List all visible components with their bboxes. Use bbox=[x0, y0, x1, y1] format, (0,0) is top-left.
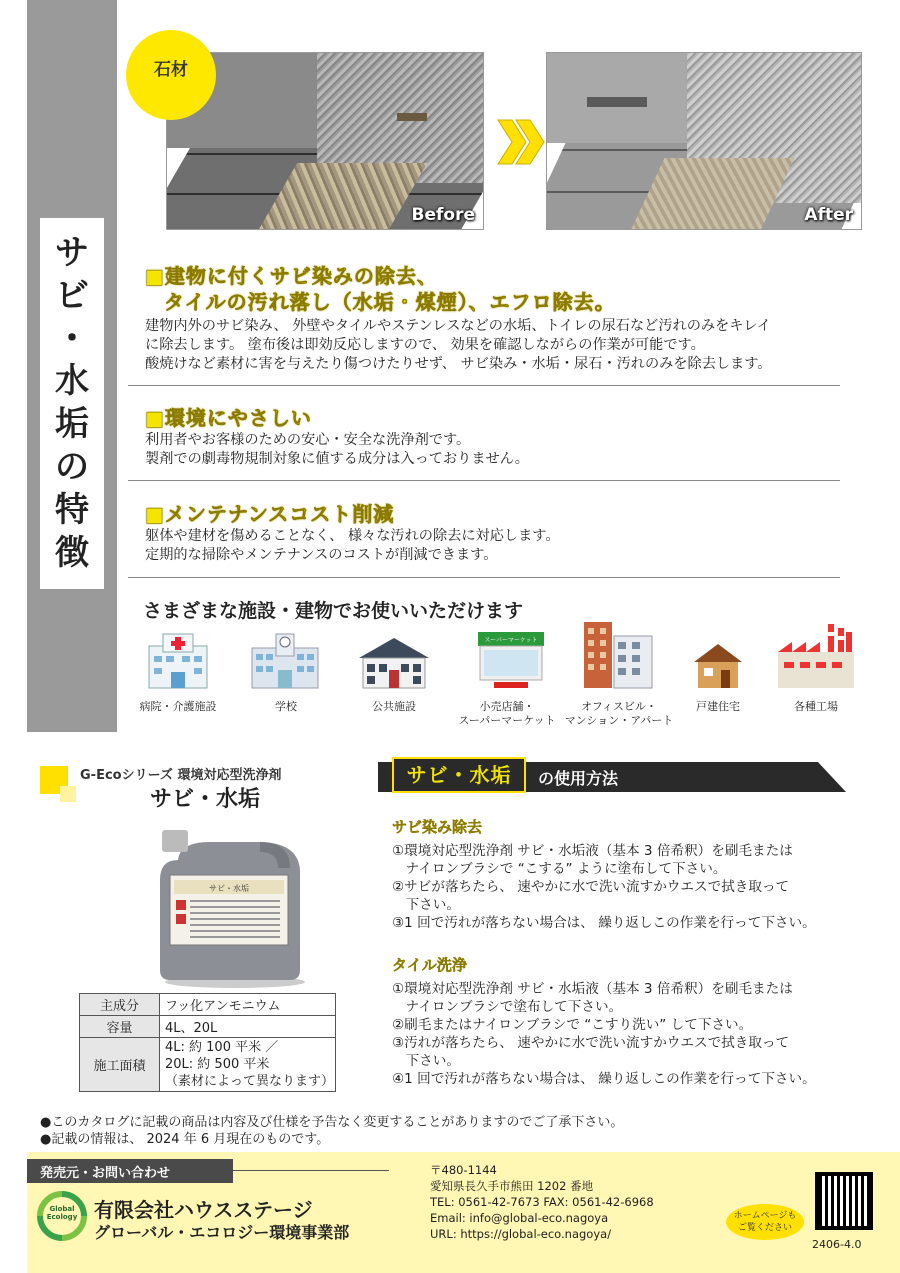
public-building-icon bbox=[355, 636, 433, 690]
facility-label-line: 公共施設 bbox=[372, 700, 416, 713]
spec-value-line: （素材によって異なります） bbox=[165, 1074, 335, 1089]
usage-step: 下さい。 bbox=[392, 897, 460, 913]
qr-code-icon[interactable] bbox=[815, 1172, 873, 1230]
facility-label bbox=[236, 700, 336, 714]
facility-label bbox=[668, 700, 768, 714]
text-line: 利用者やお客様のための安心・安全な洗浄剤です。 bbox=[145, 432, 471, 448]
postal-code: 〒480-1144 bbox=[430, 1163, 497, 1177]
divider bbox=[128, 577, 840, 578]
contact-label: 発売元・お問い合わせ bbox=[40, 1166, 171, 1181]
usage-step: ④1 回で汚れが落ちない場合は、 繰り返しこの作業を行って下さい。 bbox=[392, 1071, 816, 1087]
feature-heading: ■メンテナンスコスト削減 bbox=[145, 502, 395, 526]
office-building-icon bbox=[582, 620, 654, 690]
note-line: ●記載の情報は、 2024 年 6 月現在のものです。 bbox=[40, 1132, 330, 1147]
note-line: ●このカタログに記載の商品は内容及び仕様を予告なく変更することがありますのでご了承下さい。 bbox=[40, 1115, 624, 1130]
homepage-badge[interactable] bbox=[726, 1204, 804, 1240]
facility-label-line: マンション・アパート bbox=[564, 714, 674, 727]
side-title-char: サ bbox=[55, 233, 89, 273]
text-line: 酸焼けなど素材に害を与えたり傷つけたりせず、 サビ染み・水垢・尿石・汚れのみを除去します。 bbox=[145, 356, 772, 372]
usage-section-title: サビ染み除去 bbox=[392, 818, 483, 836]
usage-badge: サビ・水垢 bbox=[392, 757, 526, 793]
product-name: サビ・水垢 bbox=[150, 787, 261, 812]
feature-text bbox=[145, 431, 845, 469]
usage-steps bbox=[392, 842, 842, 932]
spec-value: 4L、20L bbox=[160, 1016, 336, 1038]
facility-label-line: 小売店舗・ bbox=[479, 700, 535, 713]
facilities-heading: さまざまな施設・建物でお使いいただけます bbox=[143, 600, 524, 622]
facility-label-line: 学校 bbox=[275, 700, 297, 713]
facility-label bbox=[452, 700, 562, 728]
homepage-badge-line: ご覧ください bbox=[737, 1223, 792, 1233]
divider bbox=[128, 480, 840, 481]
website-url[interactable]: URL: https://global-eco.nagoya/ bbox=[430, 1227, 612, 1241]
product-bottle-image bbox=[150, 820, 310, 990]
usage-step: ①環境対応型洗浄剤 サビ・水垢液（基本 3 倍希釈）を刷毛または bbox=[392, 843, 793, 859]
text-line: に除去します。 塗布後は即効反応しますので、 効果を確認しながらの作業が可能です。 bbox=[145, 337, 705, 353]
usage-section-title: タイル洗浄 bbox=[392, 956, 467, 974]
material-badge: 石材 bbox=[126, 30, 216, 120]
table-row bbox=[80, 994, 336, 1016]
facility-label-line: 各種工場 bbox=[794, 700, 838, 713]
facility-label bbox=[128, 700, 228, 714]
division-name: グローバル・エコロジー環境事業部 bbox=[94, 1223, 350, 1242]
before-label: Before bbox=[411, 205, 475, 225]
feature-heading: タイルの汚れ落し（水垢・煤煙）、エフロ除去。 bbox=[164, 290, 616, 314]
usage-step: ナイロンブラシで “こする” ように塗布して下さい。 bbox=[392, 861, 727, 877]
notes bbox=[40, 1114, 880, 1148]
hospital-icon bbox=[145, 632, 211, 690]
supermarket-icon bbox=[474, 630, 548, 692]
spec-table bbox=[79, 993, 336, 1092]
bottle-label: サビ・水垢 bbox=[209, 884, 249, 893]
usage-steps bbox=[392, 980, 842, 1088]
homepage-badge-line: ホームページも bbox=[733, 1211, 797, 1221]
text-line: 建物内外のサビ染み、 外壁やタイルやステンレスなどの水垢、トイレの尿石など汚れのみをキレイ bbox=[145, 318, 771, 334]
feature-heading: ■環境にやさしい bbox=[145, 406, 312, 430]
facility-label bbox=[564, 700, 674, 728]
usage-step: ②刷毛またはナイロンブラシで “こすり洗い” して下さい。 bbox=[392, 1017, 753, 1033]
email[interactable]: Email: info@global-eco.nagoya bbox=[430, 1211, 609, 1225]
side-title-char: 特 bbox=[55, 489, 89, 530]
side-title-char: 垢 bbox=[55, 404, 89, 445]
text-line: 躯体や建材を傷めることなく、 様々な汚れの除去に対応します。 bbox=[145, 528, 560, 544]
side-title-char: ビ bbox=[55, 275, 89, 316]
logo-text-line: Global bbox=[49, 1205, 75, 1213]
house-icon bbox=[692, 642, 744, 690]
spec-value: フッ化アンモニウム bbox=[160, 994, 336, 1016]
feature-heading: ■建物に付くサビ染みの除去、 bbox=[145, 264, 438, 288]
side-title-char: ・ bbox=[55, 318, 89, 359]
usage-label: の使用方法 bbox=[538, 769, 619, 788]
feature-text bbox=[145, 527, 845, 565]
side-title-char: 水 bbox=[55, 361, 89, 402]
spec-key: 容量 bbox=[80, 1016, 160, 1038]
school-icon bbox=[250, 630, 320, 690]
accent-square bbox=[60, 786, 76, 802]
product-series: G-Ecoシリーズ 環境対応型洗浄剤 bbox=[80, 768, 282, 783]
facility-label-line: オフィスビル・ bbox=[581, 700, 657, 713]
spec-key: 主成分 bbox=[80, 994, 160, 1016]
address: 愛知県長久手市熊田 1202 番地 bbox=[430, 1179, 594, 1193]
divider bbox=[233, 1170, 389, 1171]
facility-label bbox=[344, 700, 444, 714]
facility-label-line: 戸建住宅 bbox=[696, 700, 740, 713]
logo-text-line: Ecology bbox=[46, 1213, 78, 1221]
side-title-char: の bbox=[55, 447, 89, 488]
table-row bbox=[80, 1016, 336, 1038]
feature-text bbox=[145, 317, 845, 374]
supermarket-sign: スーパーマーケット bbox=[484, 637, 538, 644]
contact-info bbox=[430, 1162, 654, 1242]
usage-step: ③1 回で汚れが落ちない場合は、 繰り返しこの作業を行って下さい。 bbox=[392, 915, 816, 931]
text-line: 製剤での劇毒物規制対象に値する成分は入っておりません。 bbox=[145, 451, 529, 467]
after-label: After bbox=[804, 205, 853, 225]
facility-label-line: スーパーマーケット bbox=[458, 714, 556, 727]
facility-label-line: 病院・介護施設 bbox=[139, 700, 217, 713]
usage-step: ①環境対応型洗浄剤 サビ・水垢液（基本 3 倍希釈）を刷毛または bbox=[392, 981, 793, 997]
side-title-char: 徴 bbox=[55, 532, 89, 573]
table-row bbox=[80, 1038, 336, 1092]
side-title bbox=[40, 218, 104, 589]
facility-label bbox=[766, 700, 866, 714]
usage-step: ③汚れが落ちたら、 速やかに水で洗い流すかウエスで拭き取って bbox=[392, 1035, 790, 1051]
spec-key: 施工面積 bbox=[80, 1038, 160, 1092]
divider bbox=[128, 385, 840, 386]
spec-value bbox=[160, 1038, 336, 1092]
after-photo bbox=[546, 52, 862, 230]
usage-step: ②サビが落ちたら、 速やかに水で洗い流すかウエスで拭き取って bbox=[392, 879, 790, 895]
text-line: 定期的な掃除やメンテナンスのコストが削減できます。 bbox=[145, 547, 498, 563]
usage-step: 下さい。 bbox=[392, 1053, 460, 1069]
spec-value-line: 20L: 約 500 平米 bbox=[165, 1057, 270, 1072]
company-name: 有限会社ハウスステージ bbox=[94, 1198, 313, 1222]
doc-code: 2406-4.0 bbox=[812, 1238, 862, 1251]
spec-value-line: 4L: 約 100 平米 ／ bbox=[165, 1040, 279, 1055]
phone-fax: TEL: 0561-42-7673 FAX: 0561-42-6968 bbox=[430, 1195, 654, 1209]
usage-step: ナイロンブラシで塗布して下さい。 bbox=[392, 999, 623, 1015]
factory-icon bbox=[776, 622, 856, 690]
logo-text bbox=[36, 1205, 88, 1221]
chevron-right-icon bbox=[496, 112, 546, 172]
